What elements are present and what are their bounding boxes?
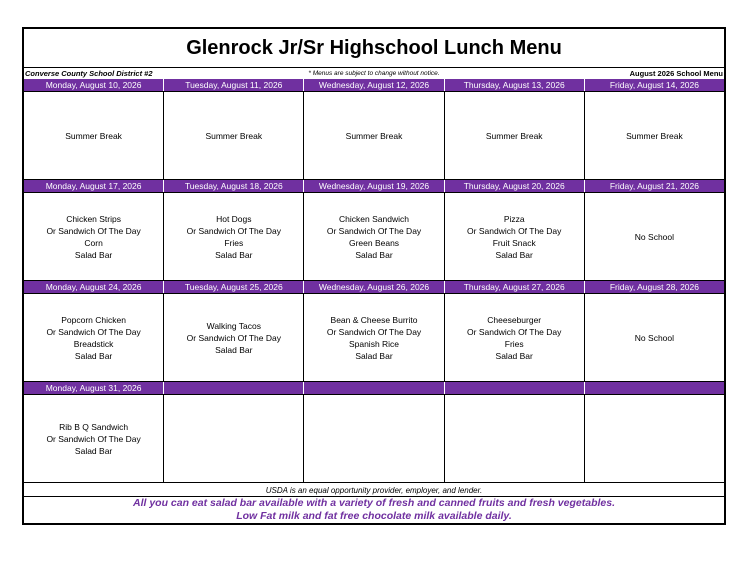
day-menu-cell (445, 92, 585, 179)
week-row (24, 281, 724, 382)
menu-item: Salad Bar (355, 249, 393, 260)
date-header-row (24, 79, 724, 91)
menu-item: Or Sandwich Of The Day (186, 332, 281, 343)
day-menu-cell (164, 193, 304, 280)
week-row (24, 180, 724, 281)
footer-line: Low Fat milk and fat free chocolate milk available daily. (236, 510, 512, 522)
day-menu-cell (445, 395, 585, 482)
menu-sheet (22, 27, 726, 525)
menu-item: Walking Tacos (206, 320, 261, 331)
date-header-row (24, 382, 724, 394)
date-header (445, 382, 585, 394)
day-menu-cell (24, 294, 164, 381)
day-menu-cell (164, 395, 304, 482)
day-menu-cell (24, 193, 164, 280)
date-header: Tuesday, August 25, 2026 (164, 281, 304, 293)
day-menu-cell (24, 395, 164, 482)
day-menu-cell (304, 193, 444, 280)
day-menu-cell (585, 92, 724, 179)
menu-item: Summer Break (65, 130, 122, 141)
district-name: Converse County School District #2 (25, 68, 153, 78)
day-menu-cell (445, 294, 585, 381)
date-header: Friday, August 21, 2026 (609, 181, 699, 191)
menu-item: Fries (224, 237, 244, 248)
date-header (164, 382, 304, 394)
menu-item: Or Sandwich Of The Day (186, 225, 281, 236)
usda-statement: USDA is an equal opportunity provider, employer, and lender. (24, 485, 724, 497)
menu-item: Fries (504, 338, 524, 349)
menu-item: No School (634, 231, 675, 242)
date-header: Thursday, August 27, 2026 (445, 281, 585, 293)
menu-item: Breadstick (73, 338, 114, 349)
day-menu-cell (304, 92, 444, 179)
date-header (304, 382, 444, 394)
menu-item: No School (634, 332, 675, 343)
day-menu-cell (24, 92, 164, 179)
date-header: Monday, August 24, 2026 (24, 281, 164, 293)
menu-title: Glenrock Jr/Sr Highschool Lunch Menu (24, 29, 724, 68)
menu-item: Salad Bar (495, 249, 533, 260)
menu-item: Rib B Q Sandwich (59, 421, 129, 432)
menu-item: Salad Bar (74, 445, 113, 456)
menu-item: Summer Break (485, 130, 543, 141)
footer-notes (24, 497, 724, 525)
change-notice: * Menus are subject to change without notice. (308, 69, 440, 77)
date-header-row (24, 281, 724, 293)
menu-item: Summer Break (205, 130, 263, 141)
week-row (24, 382, 724, 483)
date-header: Tuesday, August 18, 2026 (164, 180, 304, 192)
day-menu-cell (585, 395, 724, 482)
menu-item: Or Sandwich Of The Day (46, 326, 141, 337)
date-header (585, 382, 724, 394)
day-menu-cell (585, 294, 724, 381)
menu-item: Summer Break (626, 130, 683, 141)
day-menu-cell (304, 294, 444, 381)
menu-row (24, 293, 724, 382)
info-row (24, 67, 724, 79)
day-menu-cell (304, 395, 444, 482)
menu-item: Pizza (503, 213, 525, 224)
menu-item: Spanish Rice (348, 338, 400, 349)
menu-item: Salad Bar (355, 350, 393, 361)
date-header: Monday, August 10, 2026 (24, 79, 164, 91)
menu-item: Bean & Cheese Burrito (330, 314, 418, 325)
menu-item: Salad Bar (495, 350, 533, 361)
menu-row (24, 91, 724, 180)
menu-item: Salad Bar (215, 249, 253, 260)
menu-row (24, 192, 724, 281)
menu-item: Cheeseburger (487, 314, 542, 325)
menu-item: Chicken Strips (66, 213, 121, 224)
date-header: Wednesday, August 12, 2026 (304, 79, 444, 91)
menu-item: Fruit Snack (492, 237, 536, 248)
menu-item: Popcorn Chicken (61, 314, 126, 325)
date-header: Thursday, August 20, 2026 (445, 180, 585, 192)
menu-item: Or Sandwich Of The Day (467, 326, 562, 337)
day-menu-cell (164, 294, 304, 381)
date-header: Friday, August 28, 2026 (609, 282, 699, 292)
menu-item: Salad Bar (74, 249, 113, 260)
date-header: Tuesday, August 11, 2026 (164, 79, 304, 91)
week-row (24, 79, 724, 180)
menu-item: Hot Dogs (216, 213, 252, 224)
menu-item: Or Sandwich Of The Day (467, 225, 562, 236)
day-menu-cell (445, 193, 585, 280)
menu-item: Corn (84, 237, 103, 248)
menu-item: Or Sandwich Of The Day (326, 225, 422, 236)
menu-item: Or Sandwich Of The Day (46, 433, 141, 444)
day-menu-cell (585, 193, 724, 280)
date-header: Wednesday, August 26, 2026 (304, 281, 444, 293)
menu-item: Green Beans (348, 237, 400, 248)
menu-item: Or Sandwich Of The Day (46, 225, 141, 236)
menu-item: Salad Bar (74, 350, 113, 361)
date-header: Monday, August 31, 2026 (24, 382, 164, 394)
date-header: Wednesday, August 19, 2026 (304, 180, 444, 192)
menu-item: Or Sandwich Of The Day (326, 326, 422, 337)
day-menu-cell (164, 92, 304, 179)
menu-item: Salad Bar (215, 344, 253, 355)
date-header: Thursday, August 13, 2026 (445, 79, 585, 91)
month-label: August 2026 School Menu (629, 68, 723, 78)
date-header: Monday, August 17, 2026 (24, 180, 164, 192)
menu-item: Chicken Sandwich (339, 213, 409, 224)
menu-row (24, 394, 724, 483)
menu-item: Summer Break (345, 130, 403, 141)
date-header-row (24, 180, 724, 192)
date-header: Friday, August 14, 2026 (609, 80, 699, 90)
footer-line: All you can eat salad bar available with a variety of fresh and canned fruits and fresh vegetables. (133, 497, 615, 509)
